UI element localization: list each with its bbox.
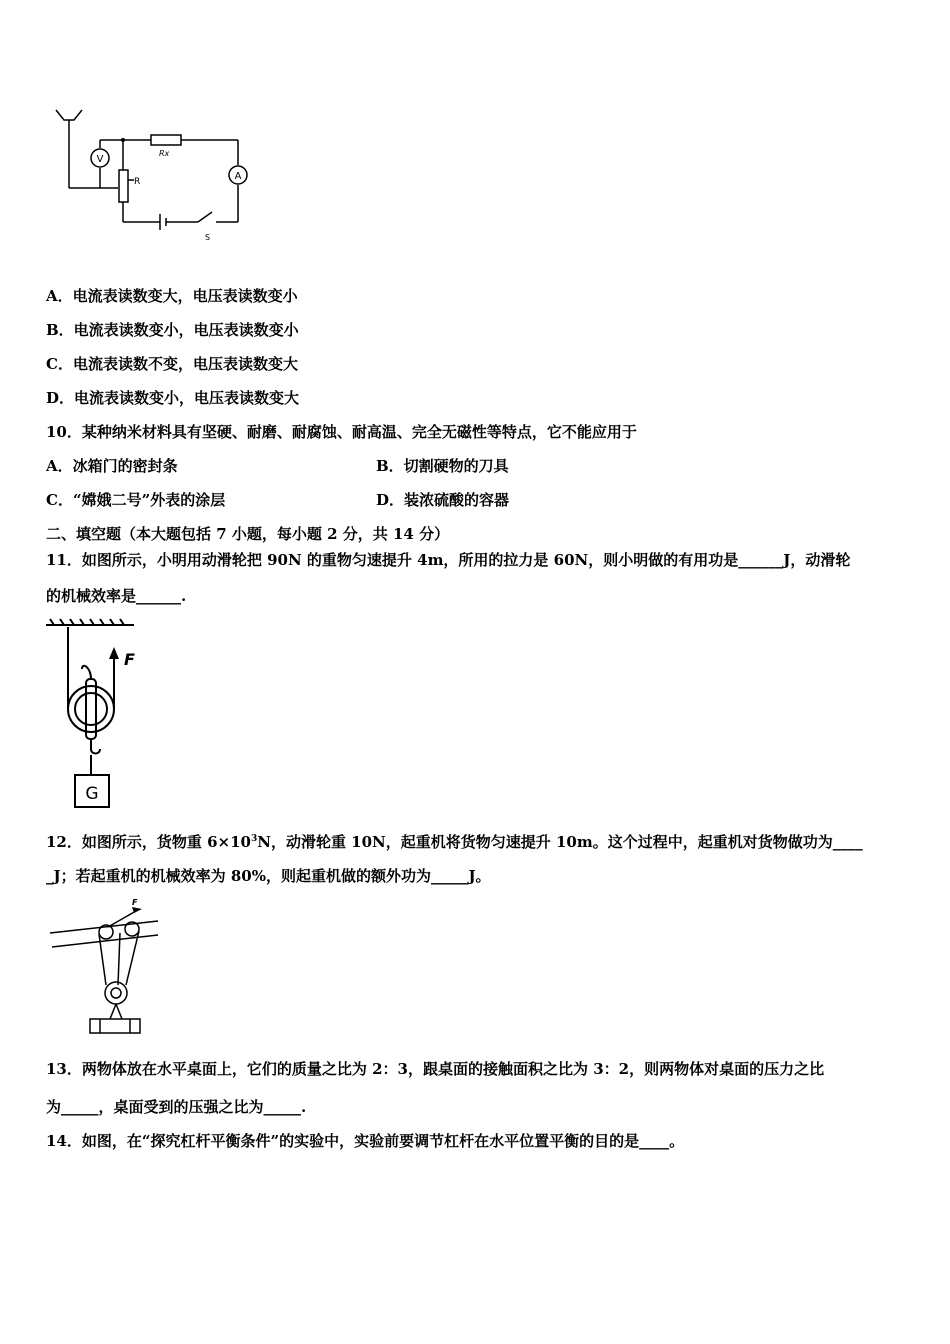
q11-line2: 的机械效率是______. (46, 587, 187, 605)
q13-line2: 为_____，桌面受到的压强之比为_____. (46, 1098, 307, 1116)
pulley-diagram (42, 617, 152, 812)
switch-label: S (205, 233, 211, 242)
crane-force-label: F (132, 898, 138, 907)
q12-line1: 12．如图所示，货物重 $6\times 10^3N$，动滑轮重 10N，起重机将货物匀速提升 10m。这个过程中，起重机对货物做功为____ (46, 833, 863, 851)
q9-option-d: D．电流表读数变小，电压表读数变大 (46, 389, 300, 407)
force-label: F (124, 650, 135, 669)
q9-option-b: B．电流表读数变小，电压表读数变小 (46, 321, 299, 339)
q13-line1: 13．两物体放在水平桌面上，它们的质量之比为 2：3，跟桌面的接触面积之比为 3：2，则两物体对桌面的压力之比 (46, 1060, 825, 1078)
q12-line2: _J；若起重机的机械效率为 80%，则起重机做的额外功为_____J。 (46, 867, 491, 885)
crane-diagram (46, 897, 176, 1042)
q14-line1: 14．如图，在“探究杠杆平衡条件”的实验中，实验前要调节杠杆在水平位置平衡的目的是____。 (46, 1132, 685, 1150)
q10-option-b: B．切割硬物的刀具 (376, 457, 509, 475)
q10-option-c: C．“嫦娥二号”外表的涂层 (46, 491, 226, 509)
resistor-label: Rx (159, 149, 170, 158)
circuit-diagram (48, 100, 268, 250)
q10-option-d: D．装浓硫酸的容器 (376, 491, 510, 509)
section-heading: 二、填空题（本大题包括 7 小题，每小题 2 分，共 14 分） (46, 525, 450, 543)
weight-label: G (85, 784, 99, 804)
q10-option-a: A．冰箱门的密封条 (46, 457, 178, 475)
q9-option-a: A．电流表读数变大，电压表读数变小 (46, 287, 298, 305)
voltmeter-label: V (96, 154, 104, 165)
ammeter-label: A (234, 171, 242, 182)
q11-line1: 11．如图所示，小明用动滑轮把 90N 的重物匀速提升 4m，所用的拉力是 60N，则小明做的有用功是______J，动滑轮 (46, 551, 851, 569)
rheostat-label: R (134, 177, 141, 187)
q9-option-c: C．电流表读数不变，电压表读数变大 (46, 355, 298, 373)
q10-stem: 10．某种纳米材料具有坚硬、耐磨、耐腐蚀、耐高温、完全无磁性等特点，它不能应用于 (46, 423, 637, 441)
